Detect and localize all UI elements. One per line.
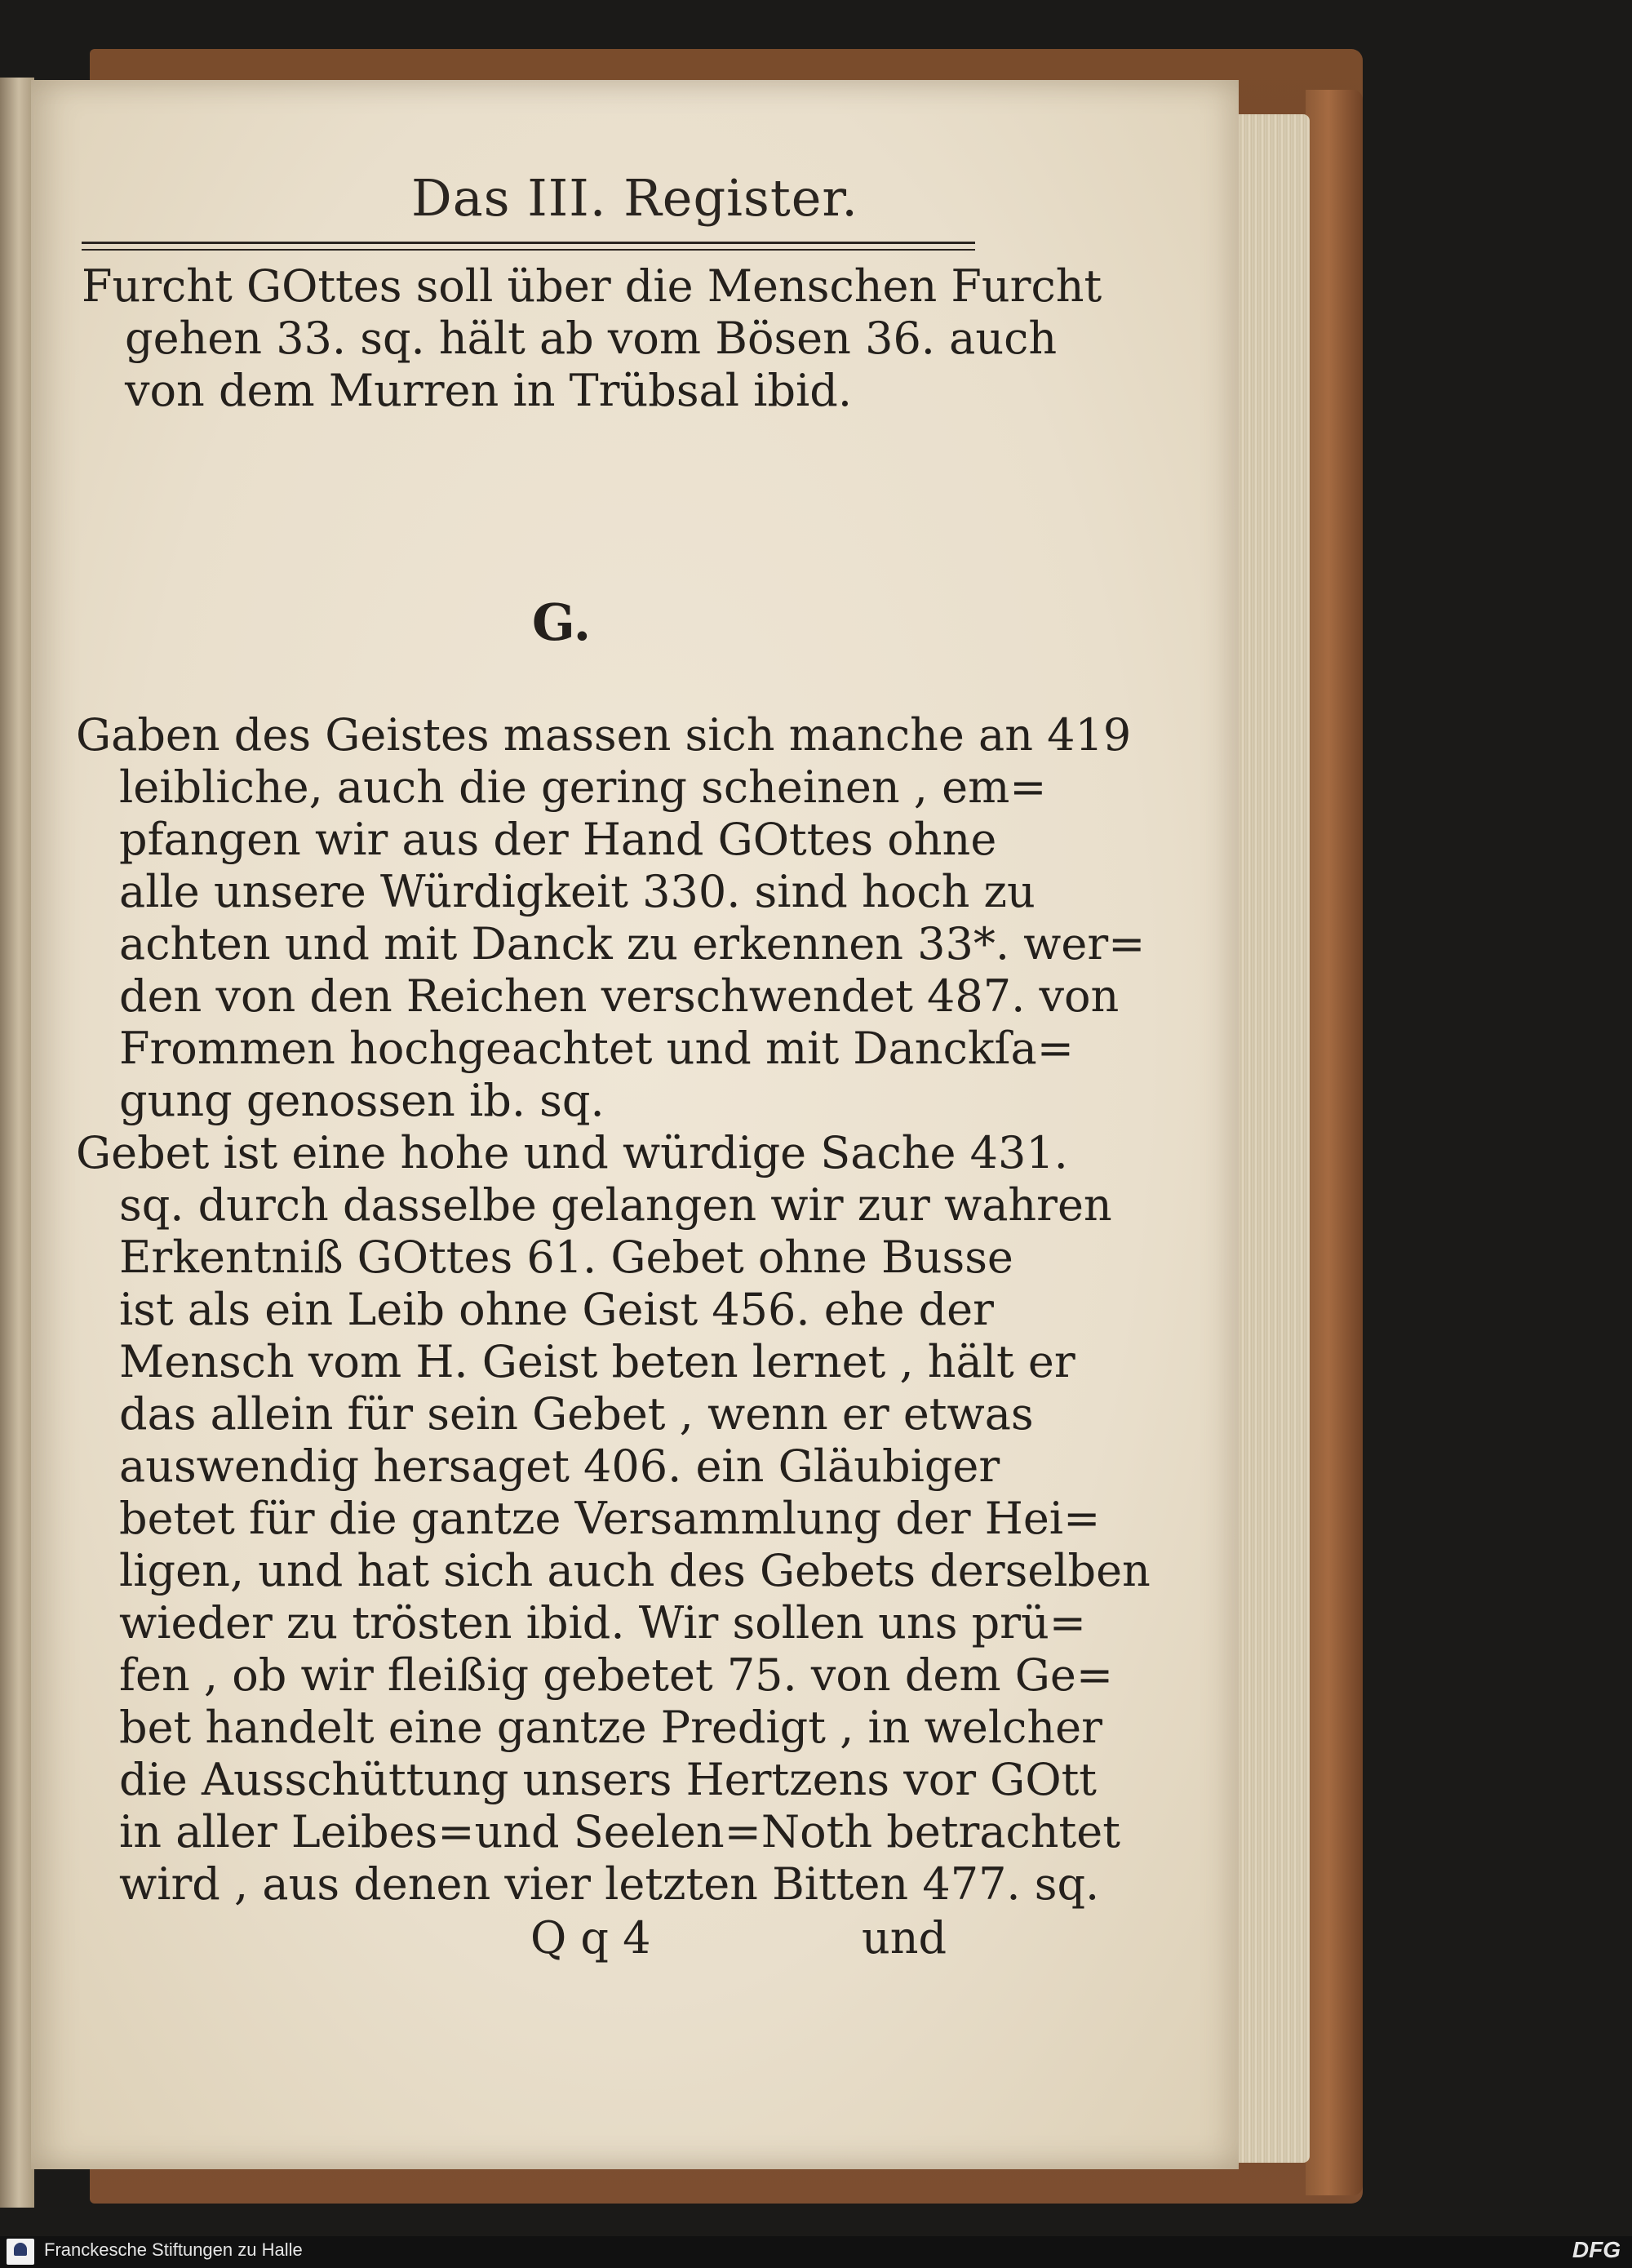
entry-line: leibliche, auch die gering scheinen , em= [119, 761, 1047, 813]
entry-line: ist als ein Leib ohne Geist 456. ehe der [119, 1284, 994, 1335]
entry-line: Frommen hochgeachtet und mit Danckſa= [119, 1023, 1074, 1074]
entry-line: ligen, und hat sich auch des Gebets derselben [119, 1545, 1151, 1596]
facing-page-edge [0, 78, 34, 2208]
entry-line: betet für die gantze Versammlung der Hei= [119, 1493, 1101, 1544]
page-block-edges [1232, 114, 1310, 2163]
header-rule [82, 242, 975, 251]
entry-line: das allein für sein Gebet , wenn er etwas [119, 1388, 1034, 1440]
entry-line: Mensch vom H. Geist beten lernet , hält er [119, 1336, 1075, 1387]
entry-line: wird , aus denen vier letzten Bitten 477. sq. [119, 1858, 1100, 1910]
dfg-logo: DFG [1572, 2237, 1621, 2262]
book-page [31, 80, 1239, 2169]
entry-line: gehen 33. sq. hält ab vom Bösen 36. auch [125, 313, 1058, 364]
institution-credit: Franckesche Stiftungen zu Halle [44, 2239, 303, 2260]
entry-line: auswendig hersaget 406. ein Gläubiger [119, 1440, 1000, 1492]
section-letter: G. [531, 593, 592, 652]
entry-line: Erkentniß GOttes 61. Gebet ohne Busse [119, 1232, 1013, 1283]
entry-line: Gebet ist eine hohe und würdige Sache 431. [76, 1127, 1068, 1178]
institution-logo-icon [7, 2239, 34, 2265]
entry-line: den von den Reichen verschwendet 487. von [119, 970, 1120, 1022]
entry-line: achten und mit Danck zu erkennen 33*. wer= [119, 918, 1146, 970]
entry-line: sq. durch dasselbe gelangen wir zur wahren [119, 1179, 1112, 1231]
catchword: und [862, 1912, 947, 1964]
entry-line: in aller Leibes=und Seelen=Noth betrachtet [119, 1806, 1120, 1857]
book-cover-edge [1306, 90, 1363, 2195]
entry-line: die Ausschüttung unsers Hertzens vor GOtt [119, 1754, 1097, 1805]
entry-line: pfangen wir aus der Hand GOttes ohne [119, 814, 997, 865]
entry-line: Furcht GOttes soll über die Menschen Furcht [82, 260, 1102, 312]
entry-line: bet handelt eine gantze Predigt , in welcher [119, 1702, 1102, 1753]
entry-line: fen , ob wir fleißig gebetet 75. von dem Ge= [119, 1649, 1114, 1701]
entry-line: Gaben des Geistes massen sich manche an 419 [76, 709, 1132, 761]
signature-mark: Q q 4 [530, 1912, 651, 1964]
running-head: Das III. Register. [411, 168, 858, 228]
entry-line: von dem Murren in Trübsal ibid. [125, 365, 853, 416]
entry-line: gung genossen ib. sq. [119, 1075, 605, 1126]
entry-line: wieder zu trösten ibid. Wir sollen uns prü= [119, 1597, 1086, 1649]
entry-line: alle unsere Würdigkeit 330. sind hoch zu [119, 866, 1036, 917]
